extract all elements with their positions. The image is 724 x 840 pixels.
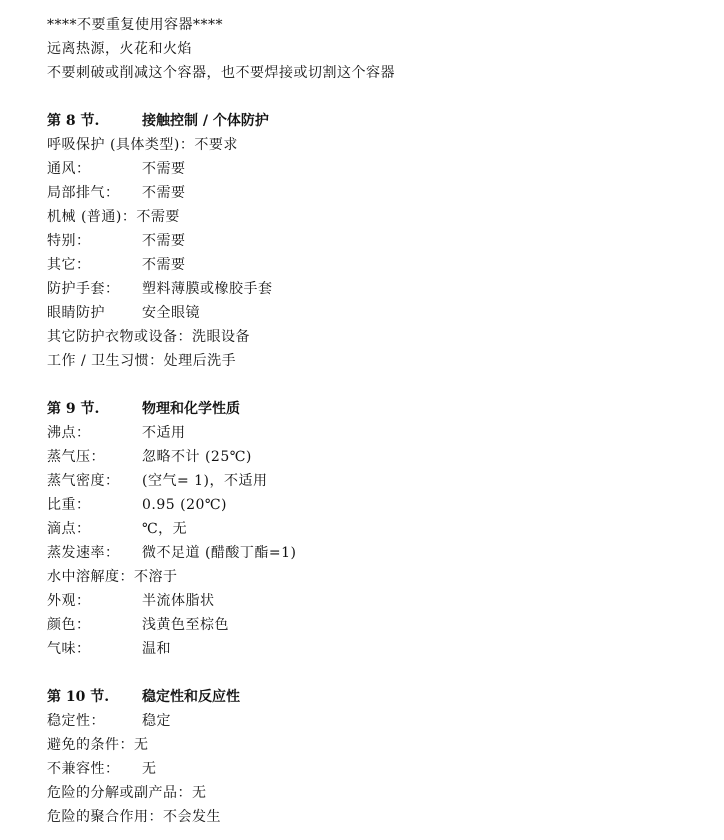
section-title: 物理和化学性质	[142, 401, 240, 417]
section-number: 第 10 节.	[47, 689, 110, 705]
property-row	[47, 421, 707, 445]
property-value: 稳定	[142, 713, 171, 729]
property-value: 无	[192, 785, 207, 801]
spacer	[47, 85, 707, 109]
property-value: 不需要	[142, 257, 186, 273]
section-number: 第 8 节.	[47, 113, 100, 129]
section-heading	[47, 397, 707, 421]
property-label: 沸点：	[47, 425, 91, 441]
property-row	[47, 325, 707, 349]
property-row	[47, 181, 707, 205]
intro-line: 不要刺破或削减这个容器，也不要焊接或切割这个容器	[47, 65, 395, 81]
property-row	[47, 229, 707, 253]
property-label: 眼睛防护	[47, 305, 105, 321]
property-value: 不需要	[142, 161, 186, 177]
spacer	[47, 373, 707, 397]
section-title: 稳定性和反应性	[142, 689, 240, 705]
property-label: 避免的条件：	[47, 737, 134, 753]
property-label: 其它：	[47, 257, 91, 273]
property-label: 危险的分解或副产品：	[47, 785, 192, 801]
property-value: 不会发生	[163, 809, 221, 825]
spacer	[47, 661, 707, 685]
property-label: 通风：	[47, 161, 91, 177]
property-row	[47, 637, 707, 661]
property-row	[47, 733, 707, 757]
property-label: 颜色：	[47, 617, 91, 633]
property-label: 不兼容性：	[47, 761, 120, 777]
property-label: 滴点：	[47, 521, 91, 537]
property-label: 水中溶解度：	[47, 569, 134, 585]
section-number: 第 9 节.	[47, 401, 100, 417]
property-value: 无	[134, 737, 149, 753]
property-label: 机械 (普通)：	[47, 209, 137, 225]
property-row	[47, 757, 707, 781]
property-value: 忽略不计 (25℃)	[142, 449, 252, 465]
property-label: 蒸气压：	[47, 449, 105, 465]
property-label: 比重：	[47, 497, 91, 513]
section-heading	[47, 109, 707, 133]
property-value: 不需要	[136, 209, 180, 225]
property-value: 不需要	[142, 233, 186, 249]
property-label: 气味：	[47, 641, 91, 657]
property-value: ℃，无	[142, 521, 188, 537]
property-label: 危险的聚合作用：	[47, 809, 163, 825]
property-label: 特别：	[47, 233, 91, 249]
property-value: 微不足道 (醋酸丁酯=1)	[142, 545, 297, 561]
property-value: 温和	[142, 641, 171, 657]
property-row	[47, 589, 707, 613]
property-value: 浅黄色至棕色	[142, 617, 229, 633]
property-label: 蒸气密度：	[47, 473, 120, 489]
property-value: 不需要	[142, 185, 186, 201]
property-label: 蒸发速率：	[47, 545, 120, 561]
intro-line: ****不要重复使用容器****	[47, 17, 223, 33]
property-row	[47, 277, 707, 301]
property-row	[47, 541, 707, 565]
property-value: (空气= 1)，不适用	[142, 473, 268, 489]
document-page	[47, 13, 707, 829]
section-title: 接触控制 / 个体防护	[142, 113, 269, 129]
property-row	[47, 709, 707, 733]
property-row	[47, 133, 707, 157]
property-label: 工作 / 卫生习惯：	[47, 353, 164, 369]
property-label: 其它防护衣物或设备：	[47, 329, 192, 345]
property-row	[47, 517, 707, 541]
property-label: 稳定性：	[47, 713, 105, 729]
property-value: 洗眼设备	[192, 329, 250, 345]
property-row	[47, 805, 707, 829]
property-value: 不溶于	[134, 569, 178, 585]
property-row	[47, 205, 707, 229]
intro-line: 远离热源，火花和火焰	[47, 41, 192, 57]
property-row	[47, 469, 707, 493]
property-label: 外观：	[47, 593, 91, 609]
property-row	[47, 613, 707, 637]
property-row	[47, 301, 707, 325]
property-value: 不适用	[142, 425, 186, 441]
property-row	[47, 253, 707, 277]
property-value: 不要求	[194, 137, 238, 153]
property-row	[47, 781, 707, 805]
section-heading	[47, 685, 707, 709]
property-label: 局部排气：	[47, 185, 120, 201]
property-row	[47, 157, 707, 181]
property-value: 处理后洗手	[163, 353, 237, 369]
property-row	[47, 445, 707, 469]
property-row	[47, 493, 707, 517]
property-value: 塑料薄膜或橡胶手套	[142, 281, 273, 297]
property-value: 0.95 (20℃)	[142, 497, 228, 513]
property-row	[47, 565, 707, 589]
property-row	[47, 349, 707, 373]
property-label: 呼吸保护 (具体类型)：	[47, 137, 195, 153]
property-value: 半流体脂状	[142, 593, 215, 609]
property-value: 安全眼镜	[142, 305, 200, 321]
property-label: 防护手套：	[47, 281, 120, 297]
property-value: 无	[142, 761, 157, 777]
